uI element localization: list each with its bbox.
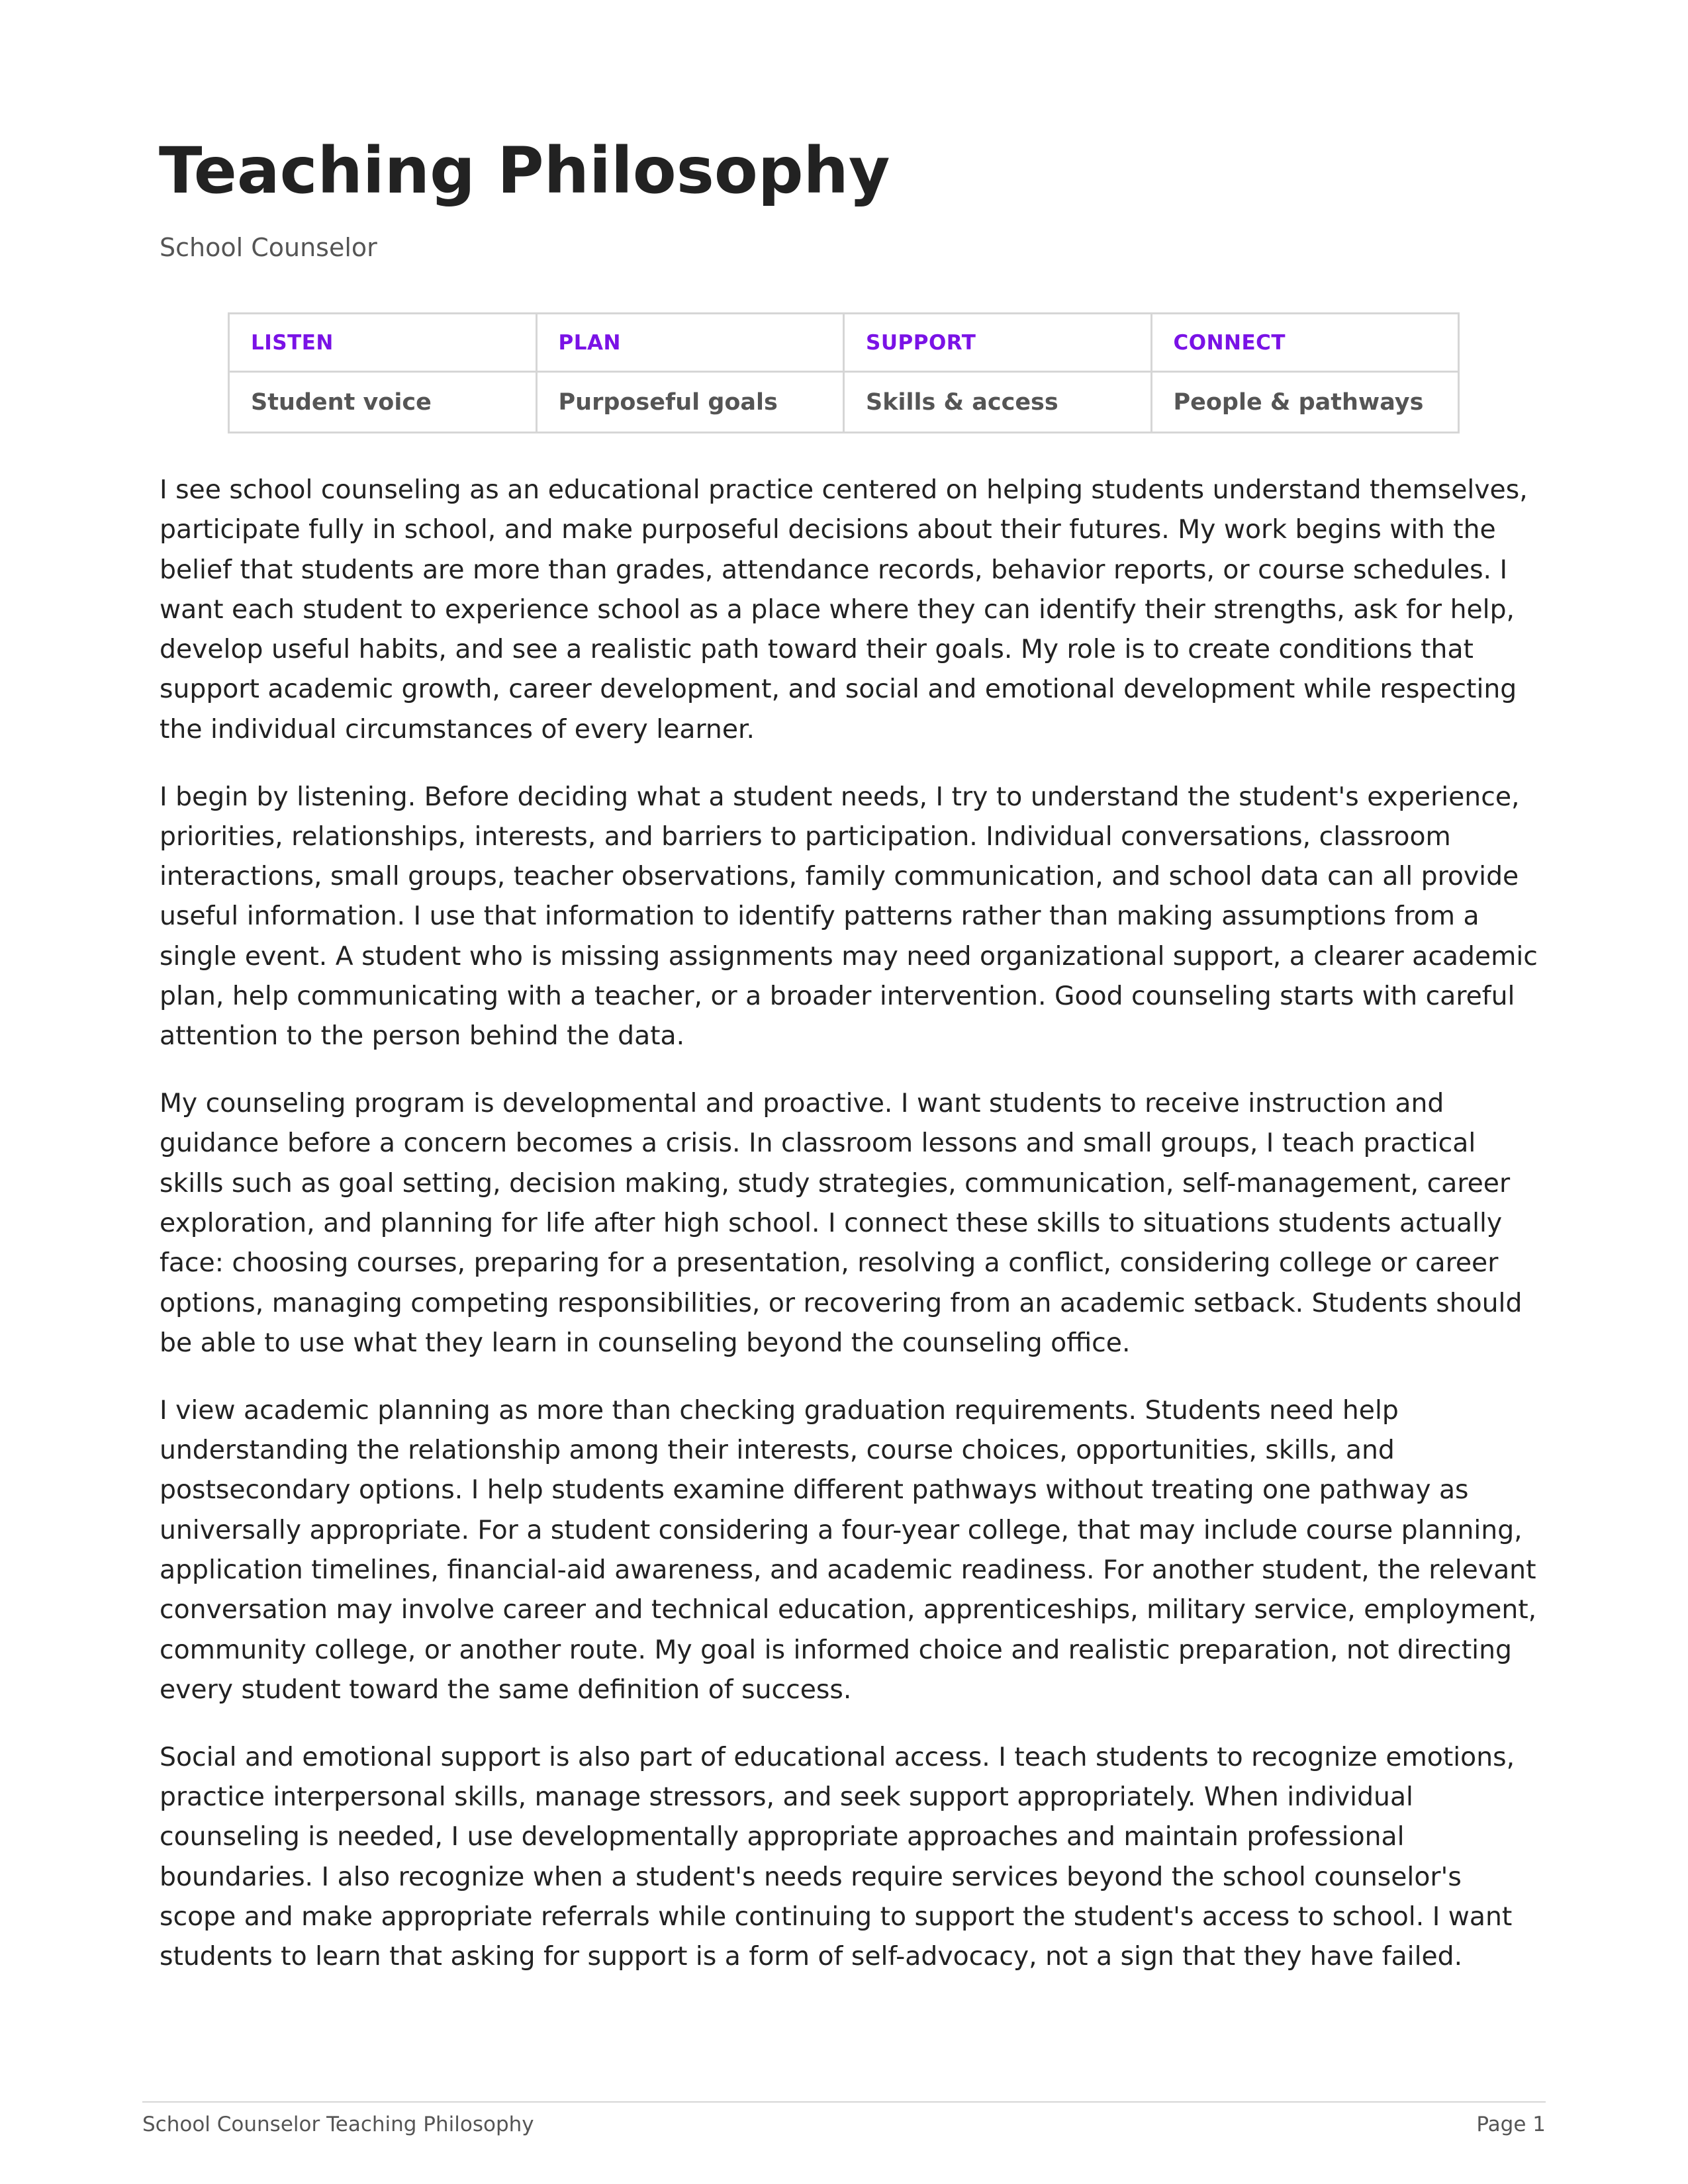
- pillar-label-listen: Student voice: [229, 372, 537, 433]
- page-subtitle: School Counselor: [160, 233, 377, 262]
- pillars-table: [228, 312, 1460, 433]
- pillars-heading-row: [229, 314, 1459, 372]
- pillar-heading-connect: CONNECT: [1151, 314, 1459, 372]
- body-text: [160, 471, 1543, 2005]
- pillars-label-row: [229, 372, 1459, 433]
- pillar-label-support: Skills & access: [844, 372, 1152, 433]
- paragraph-academic-planning: I view academic planning as more than checking graduation requirements. Students need help understanding the relationship among their interests, course choices, opportunities, skills, and postsecondary options. I help students examine different pathways without treating one pathway as universally appropriate. For a student considering a four-year college, that may include course planning, application timelines, financial-aid awareness, and academic readiness. For another student, the relevant conversation may involve career and technical education, apprenticeships, military service, employment, community college, or another route. My goal is informed choice and realistic preparation, not directing every student toward the same definition of success.: [160, 1395, 1537, 1705]
- pillar-heading-support: SUPPORT: [844, 314, 1152, 372]
- paragraph-social-emotional: Social and emotional support is also part of educational access. I teach students to recognize emotions, practice interpersonal skills, manage stressors, and seek support appropriately. When individual counseling is needed, I use developmentally appropriate approaches and maintain professional boundaries. I also recognize when a student's needs require services beyond the school counselor's scope and make appropriate referrals while continuing to support the student's access to school. I want students to learn that asking for support is a form of self-advocacy, not a sign that they have failed.: [160, 1742, 1515, 1972]
- footer-page-number: Page 1: [1476, 2113, 1546, 2136]
- paragraph-program: My counseling program is developmental and proactive. I want students to receive instruction and guidance before a concern becomes a crisis. In classroom lessons and small groups, I teach practical skills such as goal setting, decision making, study strategies, communication, self-management, career exploration, and planning for life after high school. I connect these skills to situations students actually face: choosing courses, preparing for a presentation, resolving a conflict, considering college or career options, managing competing responsibilities, or recovering from an academic setback. Students should be able to use what they learn in counseling beyond the counseling office.: [160, 1089, 1523, 1358]
- pillar-heading-listen: LISTEN: [229, 314, 537, 372]
- pillar-label-plan: Purposeful goals: [536, 372, 844, 433]
- page-title: Teaching Philosophy: [159, 134, 890, 208]
- paragraph-intro: I see school counseling as an educational practice centered on helping students understand themselves, participate fully in school, and make purposeful decisions about their futures. My work begins with the belief that students are more than grades, attendance records, behavior reports, or course schedules. I want each student to experience school as a place where they can identify their strengths, ask for help, develop useful habits, and see a realistic path toward their goals. My role is to create conditions that support academic growth, career development, and social and emotional development while respecting the individual circumstances of every learner.: [160, 475, 1528, 745]
- paragraph-listening: I begin by listening. Before deciding what a student needs, I try to understand the student's experience, priorities, relationships, interests, and barriers to participation. Individual conversations, classroom interactions, small groups, teacher observations, family communication, and school data can all provide useful information. I use that information to identify patterns rather than making assumptions from a single event. A student who is missing assignments may need organizational support, a clearer academic plan, help communicating with a teacher, or a broader intervention. Good counseling starts with careful attention to the person behind the data.: [160, 782, 1538, 1052]
- footer-document-title: School Counselor Teaching Philosophy: [142, 2113, 534, 2136]
- footer-divider: [142, 2101, 1546, 2103]
- pillar-label-connect: People & pathways: [1151, 372, 1459, 433]
- pillar-heading-plan: PLAN: [536, 314, 844, 372]
